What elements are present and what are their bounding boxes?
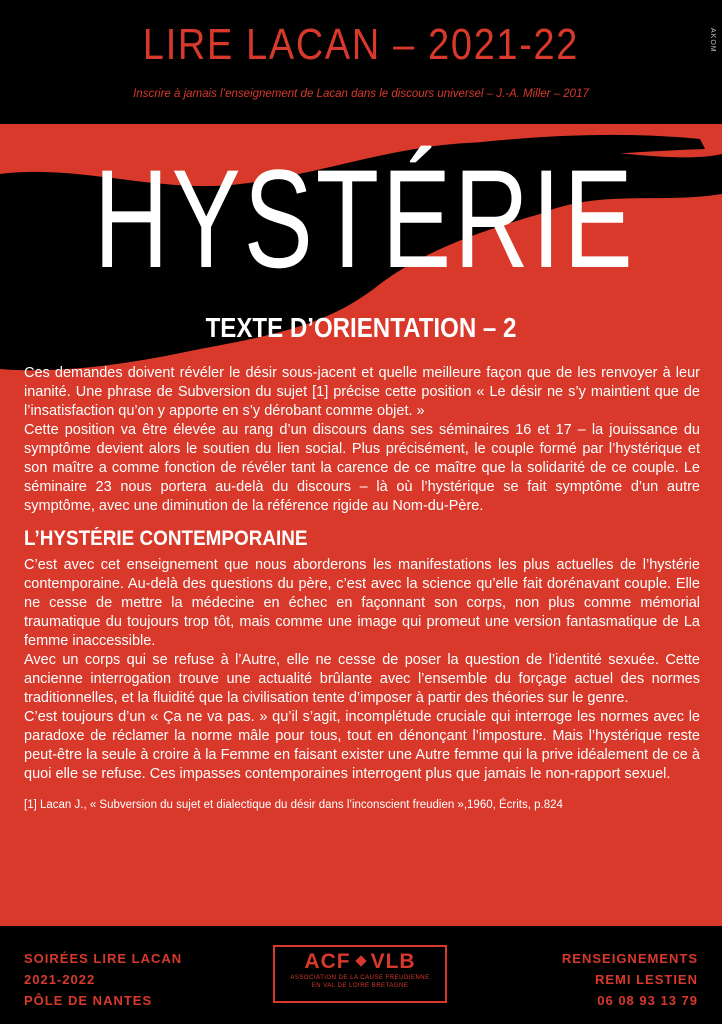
logo-left: ACF (304, 950, 351, 973)
footnote: [1] Lacan J., « Subversion du sujet et dialectique du désir dans l’inconscient freudien »,1960, Écrits, p.824 (24, 799, 563, 811)
paragraph: Avec un corps qui se refuse à l’Autre, elle ne cesse de poser la question de l’identité sexuée. Cette ancienne interrogation trouve une actualité brûlante avec l’ensemble du forçage actuel des normes traditionnelles, et la fluidité que la civilisation tente d’imposer à partir des théories sur le genre. (24, 652, 700, 706)
logo-subtitle-2: EN VAL DE LOIRE BRETAGNE (311, 983, 409, 989)
header (0, 0, 722, 124)
event-info (24, 948, 182, 1011)
tagline: Inscrire à jamais l’enseignement de Lacan dans le discours universel – J.-A. Miller – 2017 (133, 88, 589, 100)
main-word: HYSTÉRIE (93, 140, 636, 297)
paragraph: C’est toujours d’un « Ça ne va pas. » qu’il s’agit, incomplétude cruciale qui interroge les normes avec le paradoxe de réclamer la norme mâle pour tous, tout en dénonçant l’imposture. Mais l’hystérique reste peut-être la seule à croire à la Femme en faisant exister une Autre femme qui la prive idéalement de ce à quoi elle se refuse. Ces impasses contemporaines interrogent plus que jamais le non-rapport sexuel. (24, 709, 700, 782)
red-panel (0, 124, 722, 926)
diamond-icon (355, 955, 366, 966)
designer-credit: AKOM (709, 28, 716, 53)
poster-title: LIRE LACAN – 2021-22 (142, 20, 580, 69)
event-year: 2021-2022 (24, 972, 96, 987)
section-title: L’HYSTÉRIE CONTEMPORAINE (24, 527, 308, 550)
contact-name: REMI LESTIEN (594, 972, 698, 987)
logo-subtitle-1: ASSOCIATION DE LA CAUSE FREUDIENNE (290, 975, 430, 981)
event-series: SOIRÉES LIRE LACAN (24, 951, 183, 966)
logo-right: VLB (370, 950, 416, 973)
acf-vlb-logo (273, 945, 447, 1003)
paragraph: Cette position va être élevée au rang d’un discours dans ses séminaires 16 et 17 – la jouissance du symptôme devient alors le soutien du lien social. Plus précisément, le couple formé par l’hystérique et son maître a comme fonction de révéler tant la carence de ce maître que la solidarité de ce couple. Le séminaire 23 nous portera au-delà du discours – là où l’hystérique se fait symptôme d’un autre symptôme, avec une diminution de la référence rigide au Nom-du-Père. (24, 422, 700, 514)
contact-info (562, 948, 698, 1011)
contact-phone: 06 08 93 13 79 (597, 993, 698, 1008)
footer (0, 926, 722, 1024)
body-text (24, 364, 700, 815)
logo-wordmark (275, 950, 445, 974)
paragraph: C’est avec cet enseignement que nous aborderons les manifestations les plus actuelles de l’hystérie contemporaine. Au-delà des questions du père, c’est avec la science qu’elle fait dorénavant couple. Elle ne cesse de mettre la médecine en échec en façonnant son corps, non plus comme mémorial traumatique du toujours trop tôt, mais comme une image qui promeut une version fantasmatique de La femme inaccessible. (24, 557, 700, 649)
contact-heading: RENSEIGNEMENTS (561, 951, 698, 966)
subtitle: TEXTE D’ORIENTATION – 2 (205, 312, 517, 343)
event-location: PÔLE DE NANTES (24, 993, 153, 1008)
paragraph: Ces demandes doivent révéler le désir sous-jacent et quelle meilleure façon que de les renvoyer à leur inanité. Une phrase de Subversion du sujet [1] précise cette position « Le désir ne s’y maintient que de l’insatisfaction qu’on y apporte en s’y dérobant comme objet. » (24, 365, 700, 419)
